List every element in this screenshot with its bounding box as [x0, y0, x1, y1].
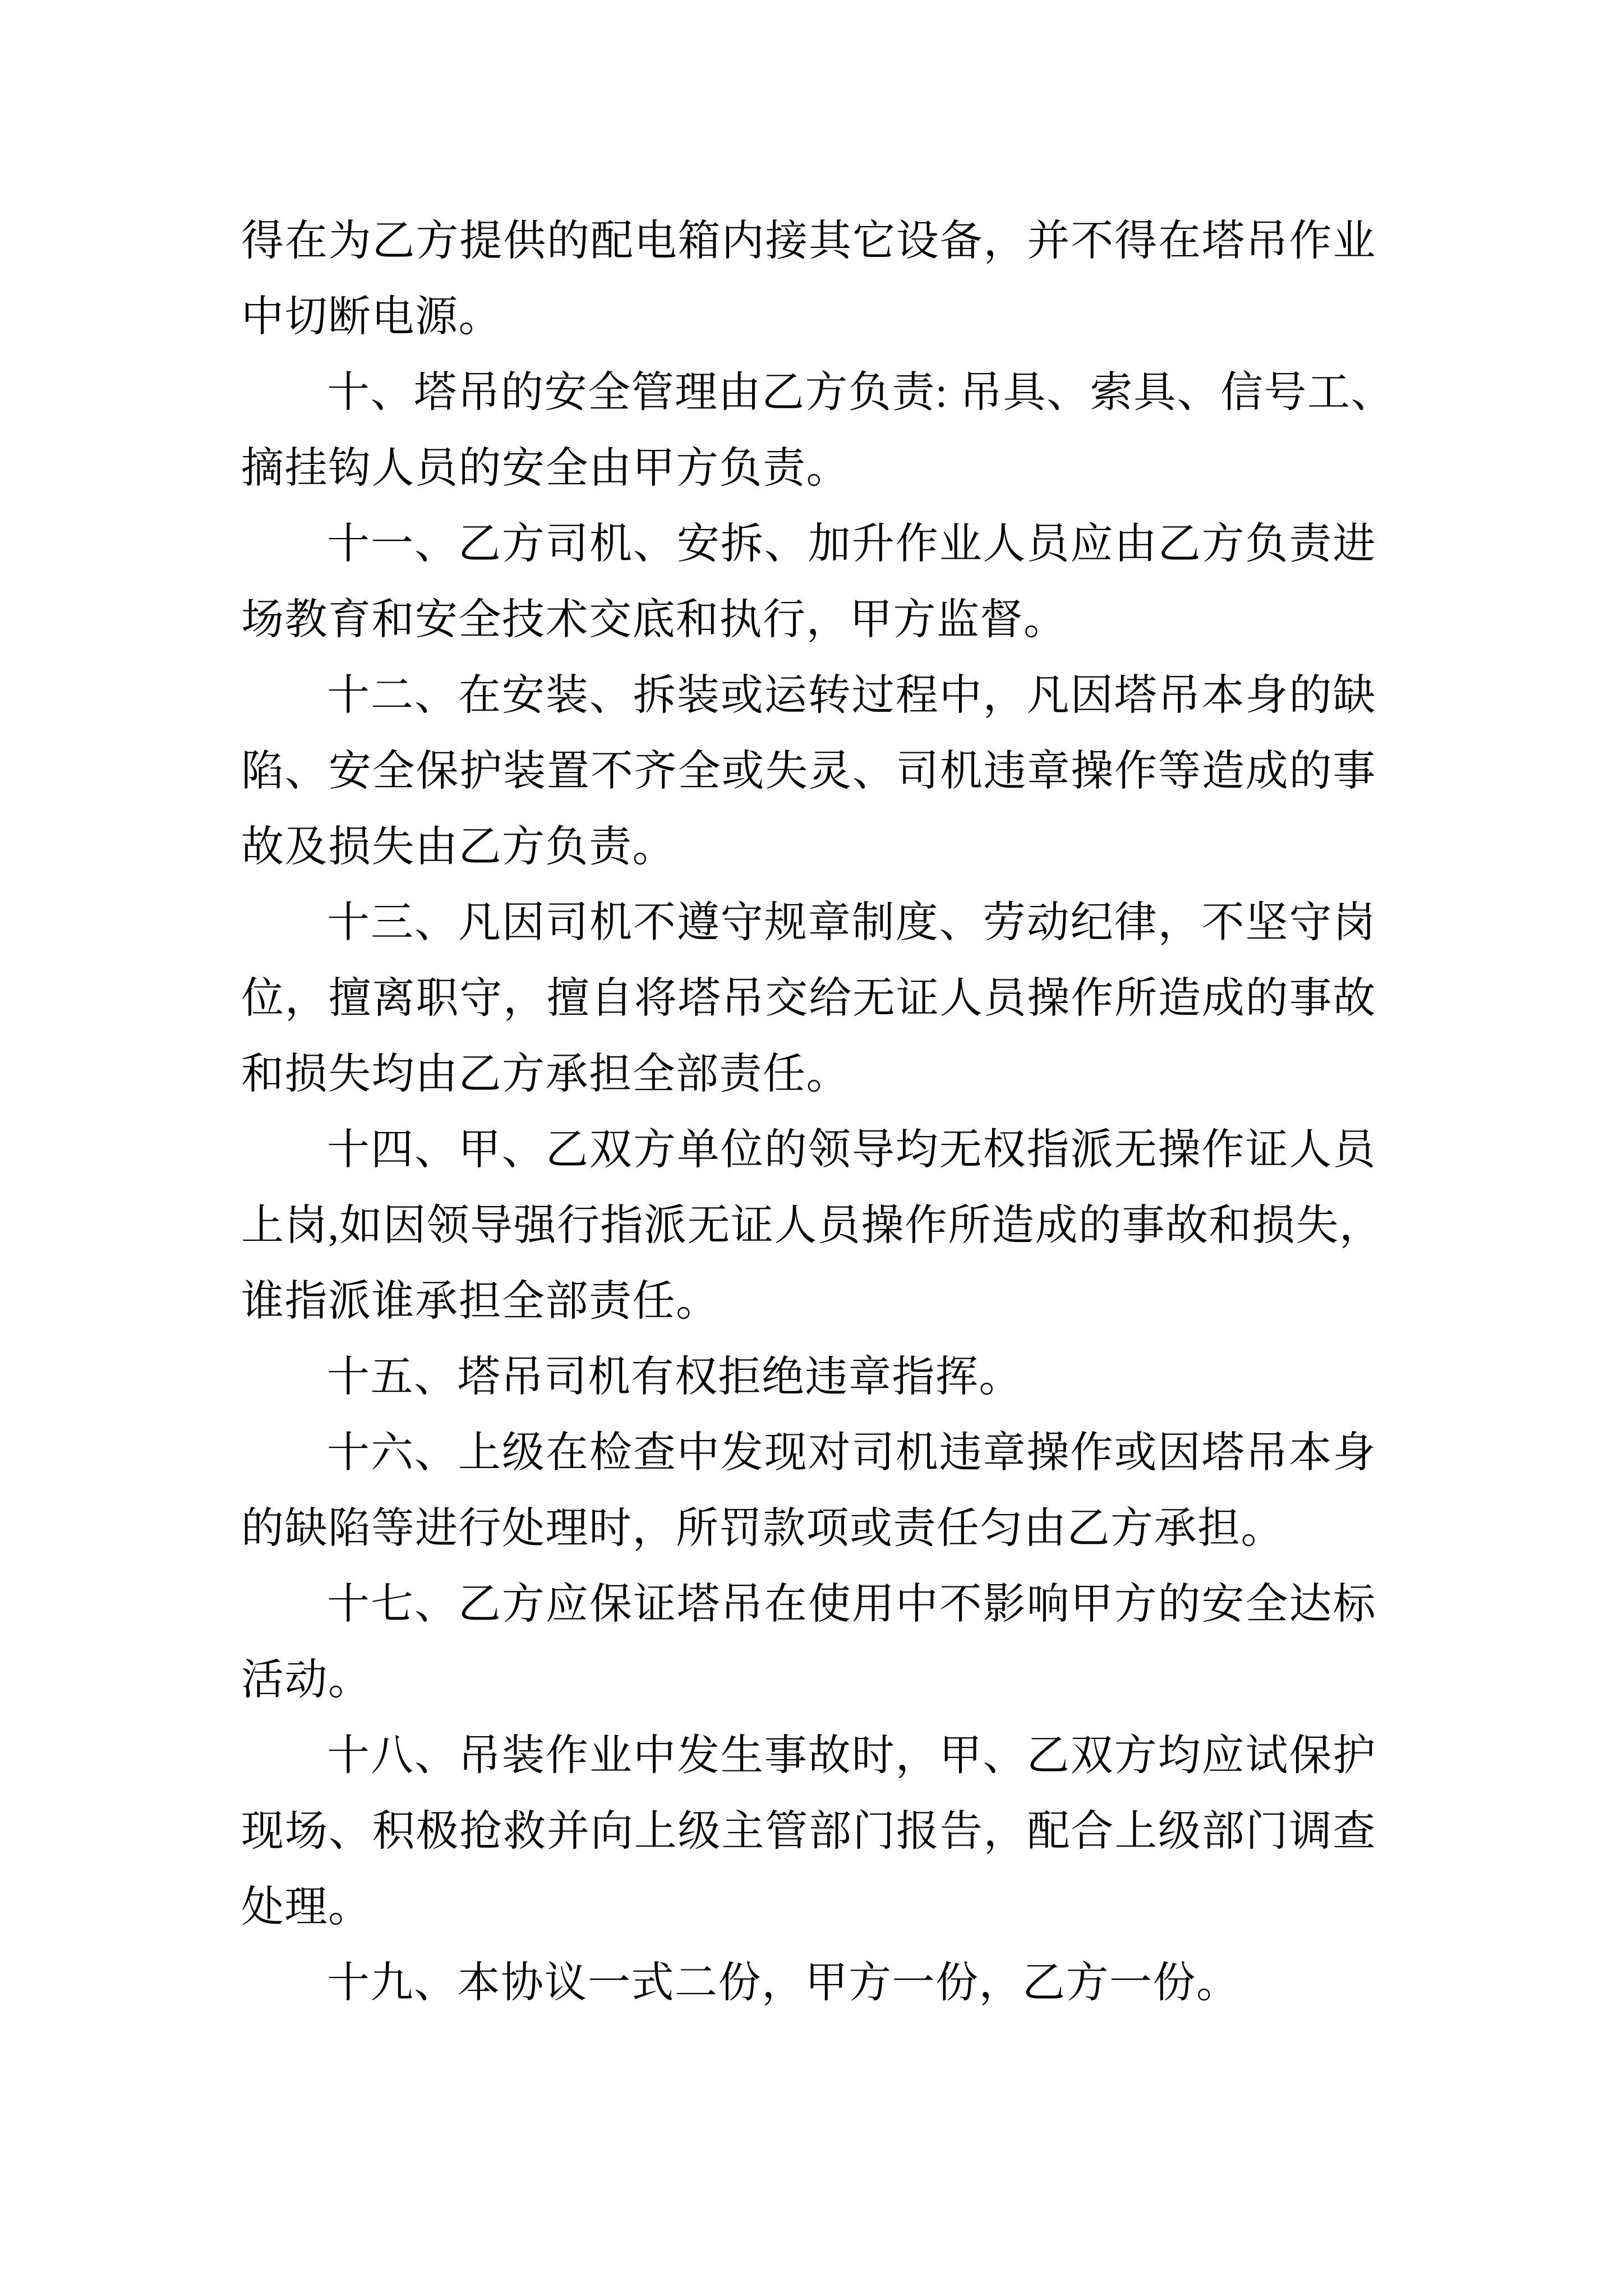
text-line: 十八、吊装作业中发生事故时，甲、乙双方均应试保护 — [327, 1732, 1376, 1779]
text-line: 十五、塔吊司机有权拒绝违章指挥。 — [327, 1354, 1022, 1401]
document-body — [241, 204, 1395, 2021]
text-line: 的缺陷等进行处理时，所罚款项或责任匀由乙方承担。 — [241, 1505, 1284, 1552]
text-line: 十四、甲、乙双方单位的领导均无权指派无操作证人员 — [327, 1126, 1376, 1174]
text-line: 现场、积极抢救并向上级主管部门报告，配合上级部门调查 — [241, 1808, 1376, 1855]
paragraph-clause-9-continued — [241, 204, 1376, 355]
paragraph-clause-15 — [241, 1340, 1376, 1415]
text-line: 十六、上级在检查中发现对司机违章操作或因塔吊本身 — [327, 1429, 1376, 1476]
text-line: 上岗,如因领导强行指派无证人员操作所造成的事故和损失， — [241, 1202, 1383, 1249]
paragraph-clause-12 — [241, 658, 1376, 885]
text-line: 十二、在安装、拆装或运转过程中，凡因塔吊本身的缺 — [327, 672, 1376, 719]
text-line: 摘挂钩人员的安全由甲方负责。 — [241, 445, 850, 492]
text-line: 陷、安全保护装置不齐全或失灵、司机违章操作等造成的事 — [241, 748, 1376, 795]
text-line: 得在为乙方提供的配电箱内接其它设备，并不得在塔吊作业 — [241, 218, 1376, 265]
paragraph-clause-13 — [241, 885, 1376, 1112]
paragraph-clause-19 — [241, 1945, 1376, 2021]
text-line: 谁指派谁承担全部责任。 — [241, 1278, 720, 1325]
text-line: 和损失均由乙方承担全部责任。 — [241, 1051, 850, 1098]
text-line: 活动。 — [241, 1657, 372, 1704]
paragraph-clause-16 — [241, 1415, 1376, 1567]
text-line: 十九、本协议一式二份，甲方一份，乙方一份。 — [327, 1959, 1240, 2007]
paragraph-clause-11 — [241, 507, 1376, 658]
text-line: 十七、乙方应保证塔吊在使用中不影响甲方的安全达标 — [327, 1581, 1376, 1628]
paragraph-clause-17 — [241, 1567, 1376, 1718]
text-line: 位，擅离职守，擅自将塔吊交给无证人员操作所造成的事故 — [241, 975, 1376, 1022]
text-line: 十一、乙方司机、安拆、加升作业人员应由乙方负责进 — [327, 521, 1376, 568]
text-line: 处理。 — [241, 1884, 372, 1931]
text-line: 故及损失由乙方负责。 — [241, 823, 676, 871]
text-line: 场教育和安全技术交底和执行，甲方监督。 — [241, 596, 1067, 643]
text-line: 十、塔吊的安全管理由乙方负责: 吊具、索具、信号工、 — [327, 369, 1395, 416]
text-line: 中切断电源。 — [241, 293, 502, 341]
text-line: 十三、凡因司机不遵守规章制度、劳动纪律，不坚守岗 — [327, 899, 1376, 946]
paragraph-clause-10 — [241, 355, 1395, 507]
paragraph-clause-14 — [241, 1112, 1383, 1340]
paragraph-clause-18 — [241, 1718, 1376, 1945]
